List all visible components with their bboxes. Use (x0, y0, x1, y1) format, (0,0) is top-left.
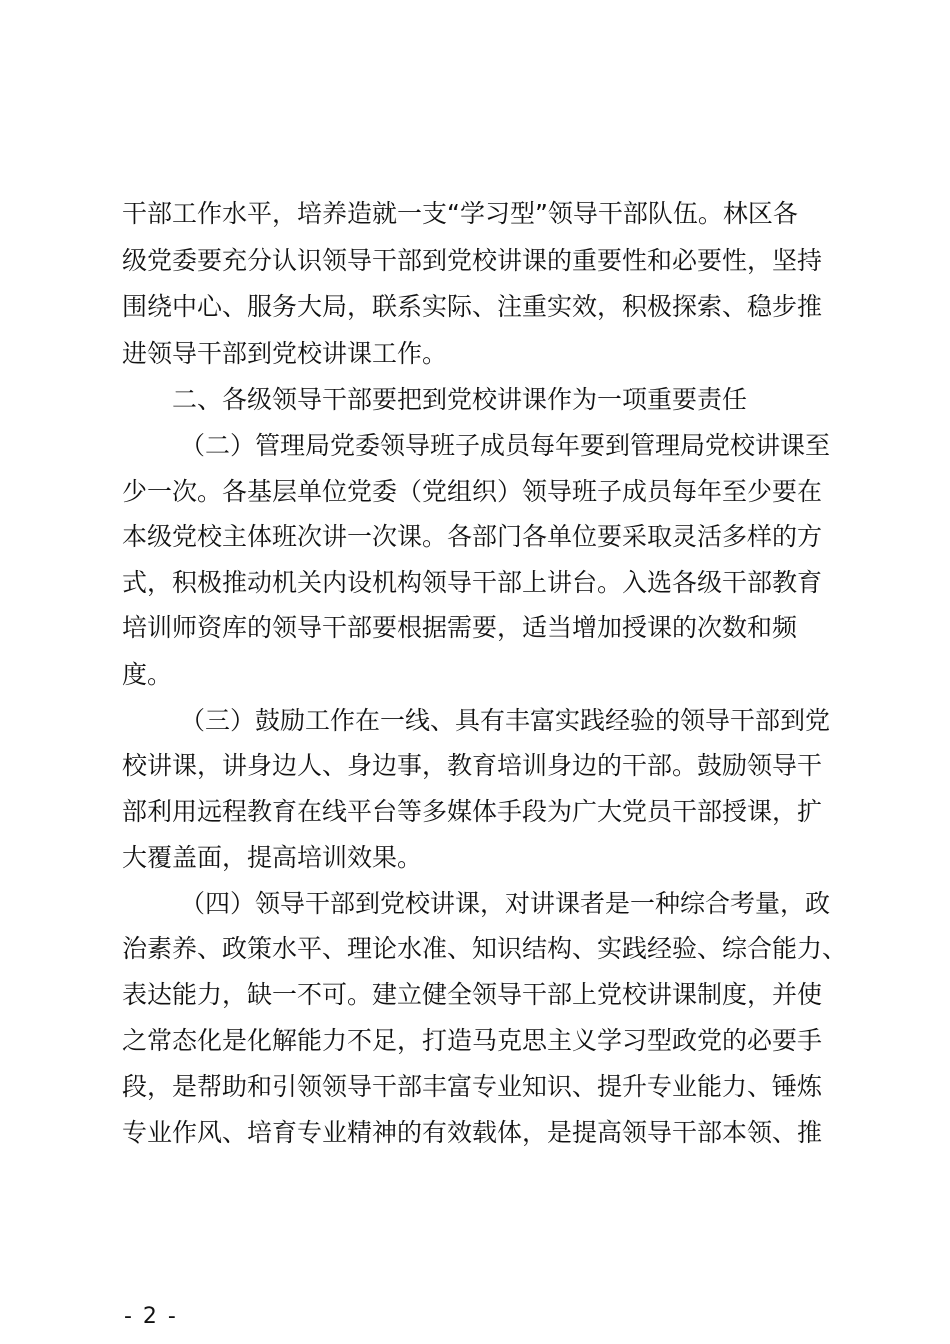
text-line: 治素养、政策水平、理论水准、知识结构、实践经验、综合能力、 (122, 934, 848, 963)
text-line: 之常态化是化解能力不足，打造马克思主义学习型政党的必要手 (122, 1026, 823, 1055)
text-line: 表达能力，缺一不可。建立健全领导干部上党校讲课制度，并使 (122, 980, 823, 1009)
text-line: 培训师资库的领导干部要根据需要，适当增加授课的次数和频 (122, 613, 798, 642)
text-line: 进领导干部到党校讲课工作。 (122, 339, 448, 368)
text-line: 专业作风、培育专业精神的有效载体，是提高领导干部本领、推 (122, 1118, 823, 1147)
text-line: 段，是帮助和引领领导干部丰富专业知识、提升专业能力、锤炼 (122, 1072, 823, 1101)
text-line: 级党委要充分认识领导干部到党校讲课的重要性和必要性，坚持 (122, 246, 823, 275)
text-line: 围绕中心、服务大局，联系实际、注重实效，积极探索、稳步推 (122, 292, 823, 321)
text-line: （四）领导干部到党校讲课，对讲课者是一种综合考量，政 (180, 889, 831, 918)
text-line: 式，积极推动机关内设机构领导干部上讲台。入选各级干部教育 (122, 568, 823, 597)
text-line: （二）管理局党委领导班子成员每年要到管理局党校讲课至 (180, 431, 831, 460)
text-line: 本级党校主体班次讲一次课。各部门各单位要采取灵活多样的方 (122, 522, 823, 551)
text-line: 度。 (122, 660, 173, 689)
text-line: （三）鼓励工作在一线、具有丰富实践经验的领导干部到党 (180, 706, 831, 735)
text-line: 少一次。各基层单位党委（党组织）领导班子成员每年至少要在 (122, 477, 823, 506)
text-line: 干部工作水平，培养造就一支“学习型”领导干部队伍。林区各 (122, 199, 798, 228)
text-line: 部利用远程教育在线平台等多媒体手段为广大党员干部授课，扩 (122, 797, 823, 826)
text-line: 校讲课，讲身边人、身边事，教育培训身边的干部。鼓励领导干 (122, 751, 823, 780)
section-heading: 二、各级领导干部要把到党校讲课作为一项重要责任 (172, 385, 748, 414)
page-number: - 2 - (124, 1304, 178, 1329)
text-line: 大覆盖面，提高培训效果。 (122, 843, 423, 872)
